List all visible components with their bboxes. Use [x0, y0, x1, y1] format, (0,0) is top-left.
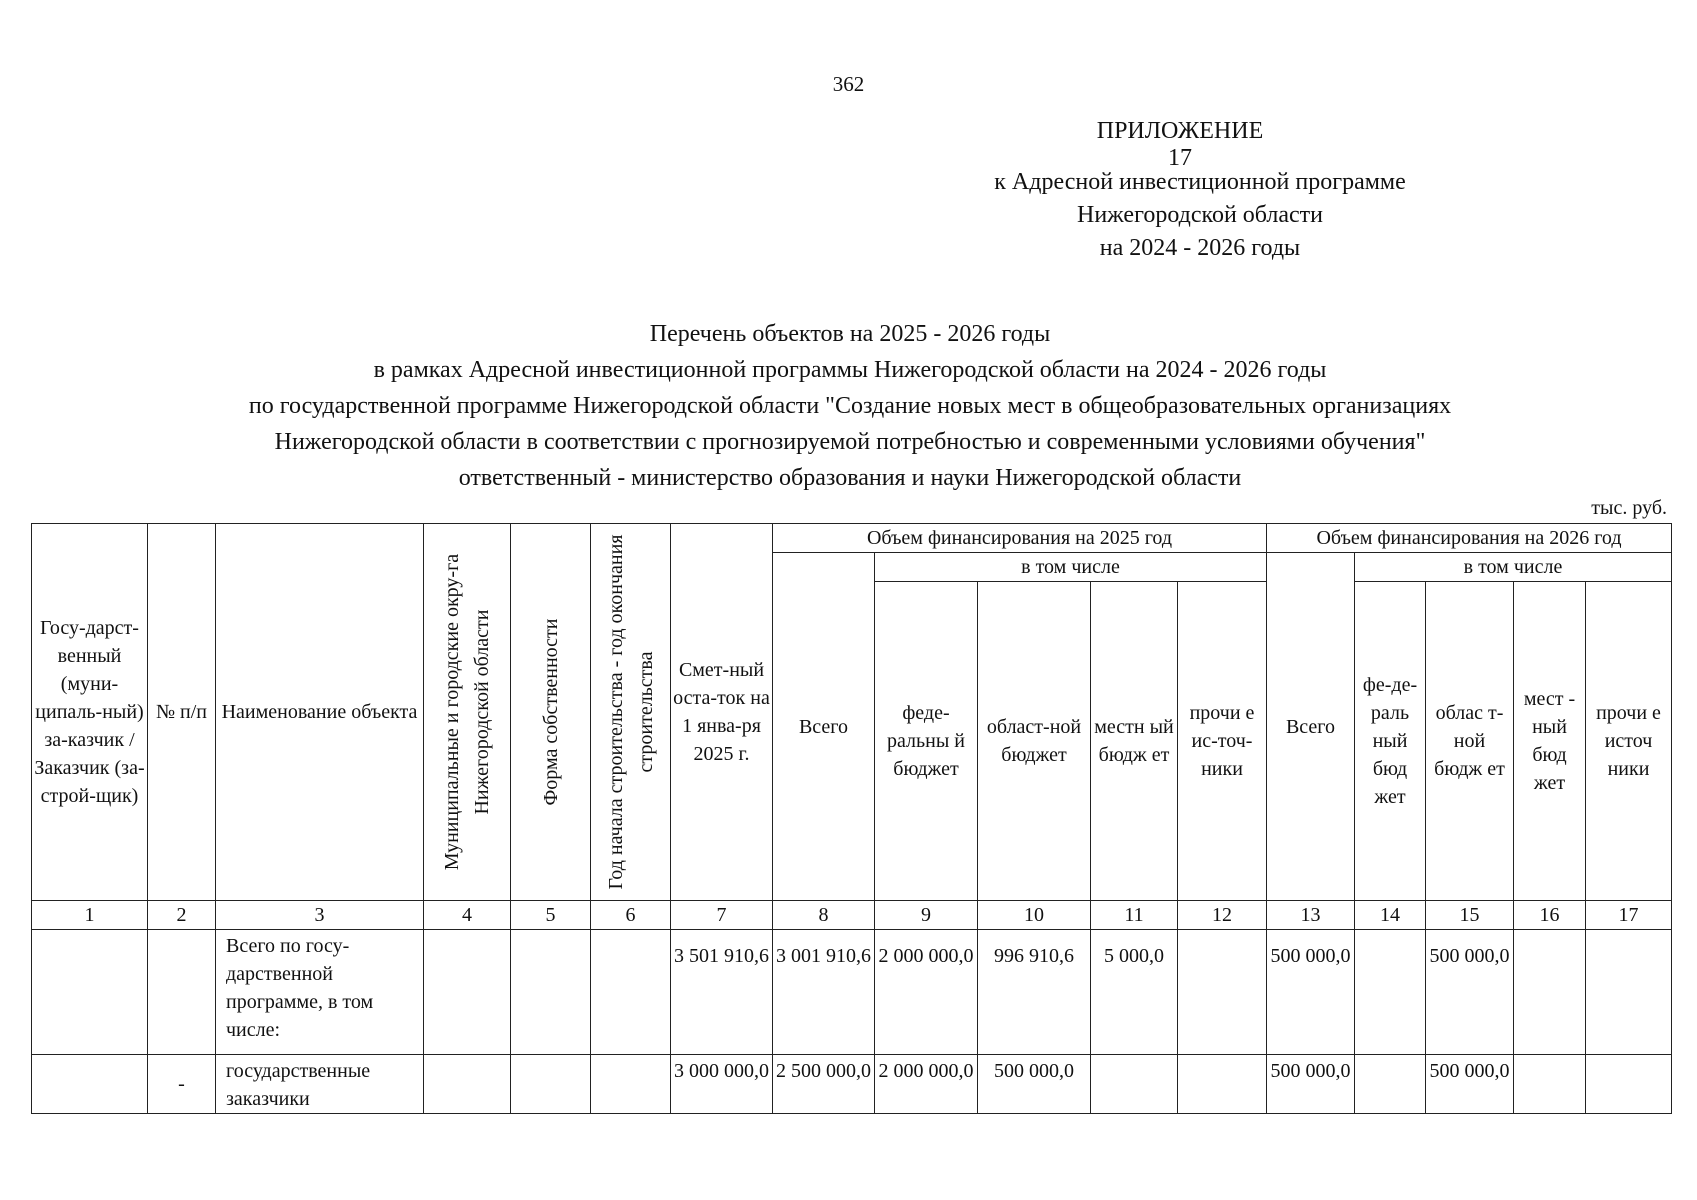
cell-num: -	[148, 1055, 216, 1114]
header-num: № п/п	[148, 524, 216, 901]
cell-years	[591, 930, 671, 1055]
title-line: ответственный - министерство образования и науки Нижегородской области	[458, 465, 1242, 491]
table-row	[32, 1055, 1672, 1114]
cell-customer	[32, 1055, 148, 1114]
column-number: 11	[1091, 901, 1178, 930]
cell-ownership	[511, 1055, 591, 1114]
column-number: 4	[424, 901, 511, 930]
cell-regional2025: 500 000,0	[978, 1055, 1091, 1114]
cell-balance: 3 000 000,0	[671, 1055, 773, 1114]
cell-federal2026	[1355, 930, 1426, 1055]
cell-ownership	[511, 930, 591, 1055]
column-number: 3	[216, 901, 424, 930]
header-federal2025: феде-ральны й бюджет	[875, 582, 978, 901]
header-including2025: в том числе	[875, 553, 1267, 582]
column-number: 10	[978, 901, 1091, 930]
cell-num	[148, 930, 216, 1055]
title-line: Перечень объектов на 2025 - 2026 годы	[649, 321, 1051, 347]
header-years-text: Год начала строительства - год окончания строительства	[604, 534, 657, 890]
column-number-row	[32, 901, 1672, 930]
appendix-line: на 2024 - 2026 годы	[1099, 235, 1301, 261]
column-number: 6	[591, 901, 671, 930]
cell-other2025	[1178, 1055, 1267, 1114]
cell-federal2025: 2 000 000,0	[875, 930, 978, 1055]
column-number: 12	[1178, 901, 1267, 930]
appendix-subtitle	[920, 166, 1480, 265]
header-municipal-text: Муниципальные и городские окру-га Нижегородской области	[441, 553, 493, 871]
header-fin2026: Объем финансирования на 2026 год	[1267, 524, 1672, 553]
title-line: по государственной программе Нижегородской области "Создание новых мест в общеобразовательных организациях	[248, 393, 1452, 419]
header-balance: Смет-ный оста-ток на 1 янва-ря 2025 г.	[671, 524, 773, 901]
cell-total2025: 2 500 000,0	[773, 1055, 875, 1114]
title-line: Нижегородской области в соответствии с прогнозируемой потребностью и современными условиями обучения"	[274, 429, 1426, 455]
column-number: 13	[1267, 901, 1355, 930]
page-number: 362	[832, 72, 865, 96]
header-regional2026: облас т-ной бюдж ет	[1426, 582, 1514, 901]
cell-other2025	[1178, 930, 1267, 1055]
header-fin2025: Объем финансирования на 2025 год	[773, 524, 1267, 553]
cell-local2026	[1514, 930, 1586, 1055]
cell-regional2026: 500 000,0	[1426, 930, 1514, 1055]
cell-customer	[32, 930, 148, 1055]
cell-balance: 3 501 910,6	[671, 930, 773, 1055]
cell-name: Всего по госу-дарственной программе, в том числе:	[216, 930, 424, 1055]
header-including2026: в том числе	[1355, 553, 1672, 582]
column-number: 1	[32, 901, 148, 930]
column-number: 14	[1355, 901, 1426, 930]
cell-name: государственные заказчики	[216, 1055, 424, 1114]
cell-local2025	[1091, 1055, 1178, 1114]
header-other2025: прочи е ис-точ-ники	[1178, 582, 1267, 901]
column-number: 5	[511, 901, 591, 930]
table-row	[32, 930, 1672, 1055]
cell-regional2025: 996 910,6	[978, 930, 1091, 1055]
cell-regional2026: 500 000,0	[1426, 1055, 1514, 1114]
column-number: 9	[875, 901, 978, 930]
cell-total2026: 500 000,0	[1267, 930, 1355, 1055]
document-title	[100, 316, 1600, 496]
header-ownership-text: Форма собственности	[539, 618, 562, 806]
cell-municipal	[424, 930, 511, 1055]
cell-total2025: 3 001 910,6	[773, 930, 875, 1055]
appendix-title: ПРИЛОЖЕНИЕ 17	[1096, 118, 1264, 171]
cell-years	[591, 1055, 671, 1114]
header-years	[591, 524, 671, 901]
cell-other2026	[1586, 930, 1672, 1055]
cell-federal2025: 2 000 000,0	[875, 1055, 978, 1114]
cell-local2026	[1514, 1055, 1586, 1114]
column-number: 16	[1514, 901, 1586, 930]
header-ownership	[511, 524, 591, 901]
header-name: Наименование объекта	[216, 524, 424, 901]
column-number: 15	[1426, 901, 1514, 930]
unit-label: тыс. руб.	[1591, 497, 1667, 519]
header-total2026: Всего	[1267, 553, 1355, 901]
header-total2025: Всего	[773, 553, 875, 901]
cell-municipal	[424, 1055, 511, 1114]
appendix-line: Нижегородской области	[1076, 202, 1324, 228]
column-number: 17	[1586, 901, 1672, 930]
header-local2025: местн ый бюдж ет	[1091, 582, 1178, 901]
header-federal2026: фе-де-раль ный бюд жет	[1355, 582, 1426, 901]
cell-local2025: 5 000,0	[1091, 930, 1178, 1055]
cell-other2026	[1586, 1055, 1672, 1114]
cell-total2026: 500 000,0	[1267, 1055, 1355, 1114]
header-customer: Госу-дарст-венный (муни-ципаль-ный) за-казчик / Заказчик (за-строй-щик)	[32, 524, 148, 901]
header-regional2025: област-ной бюджет	[978, 582, 1091, 901]
header-local2026: мест - ный бюд жет	[1514, 582, 1586, 901]
header-municipal	[424, 524, 511, 901]
title-line: в рамках Адресной инвестиционной программы Нижегородской области на 2024 - 2026 годы	[373, 357, 1327, 383]
column-number: 7	[671, 901, 773, 930]
header-other2026: прочи е источ ники	[1586, 582, 1672, 901]
cell-federal2026	[1355, 1055, 1426, 1114]
column-number: 8	[773, 901, 875, 930]
column-number: 2	[148, 901, 216, 930]
appendix-line: к Адресной инвестиционной программе	[994, 169, 1406, 195]
objects-table	[31, 523, 1672, 1114]
